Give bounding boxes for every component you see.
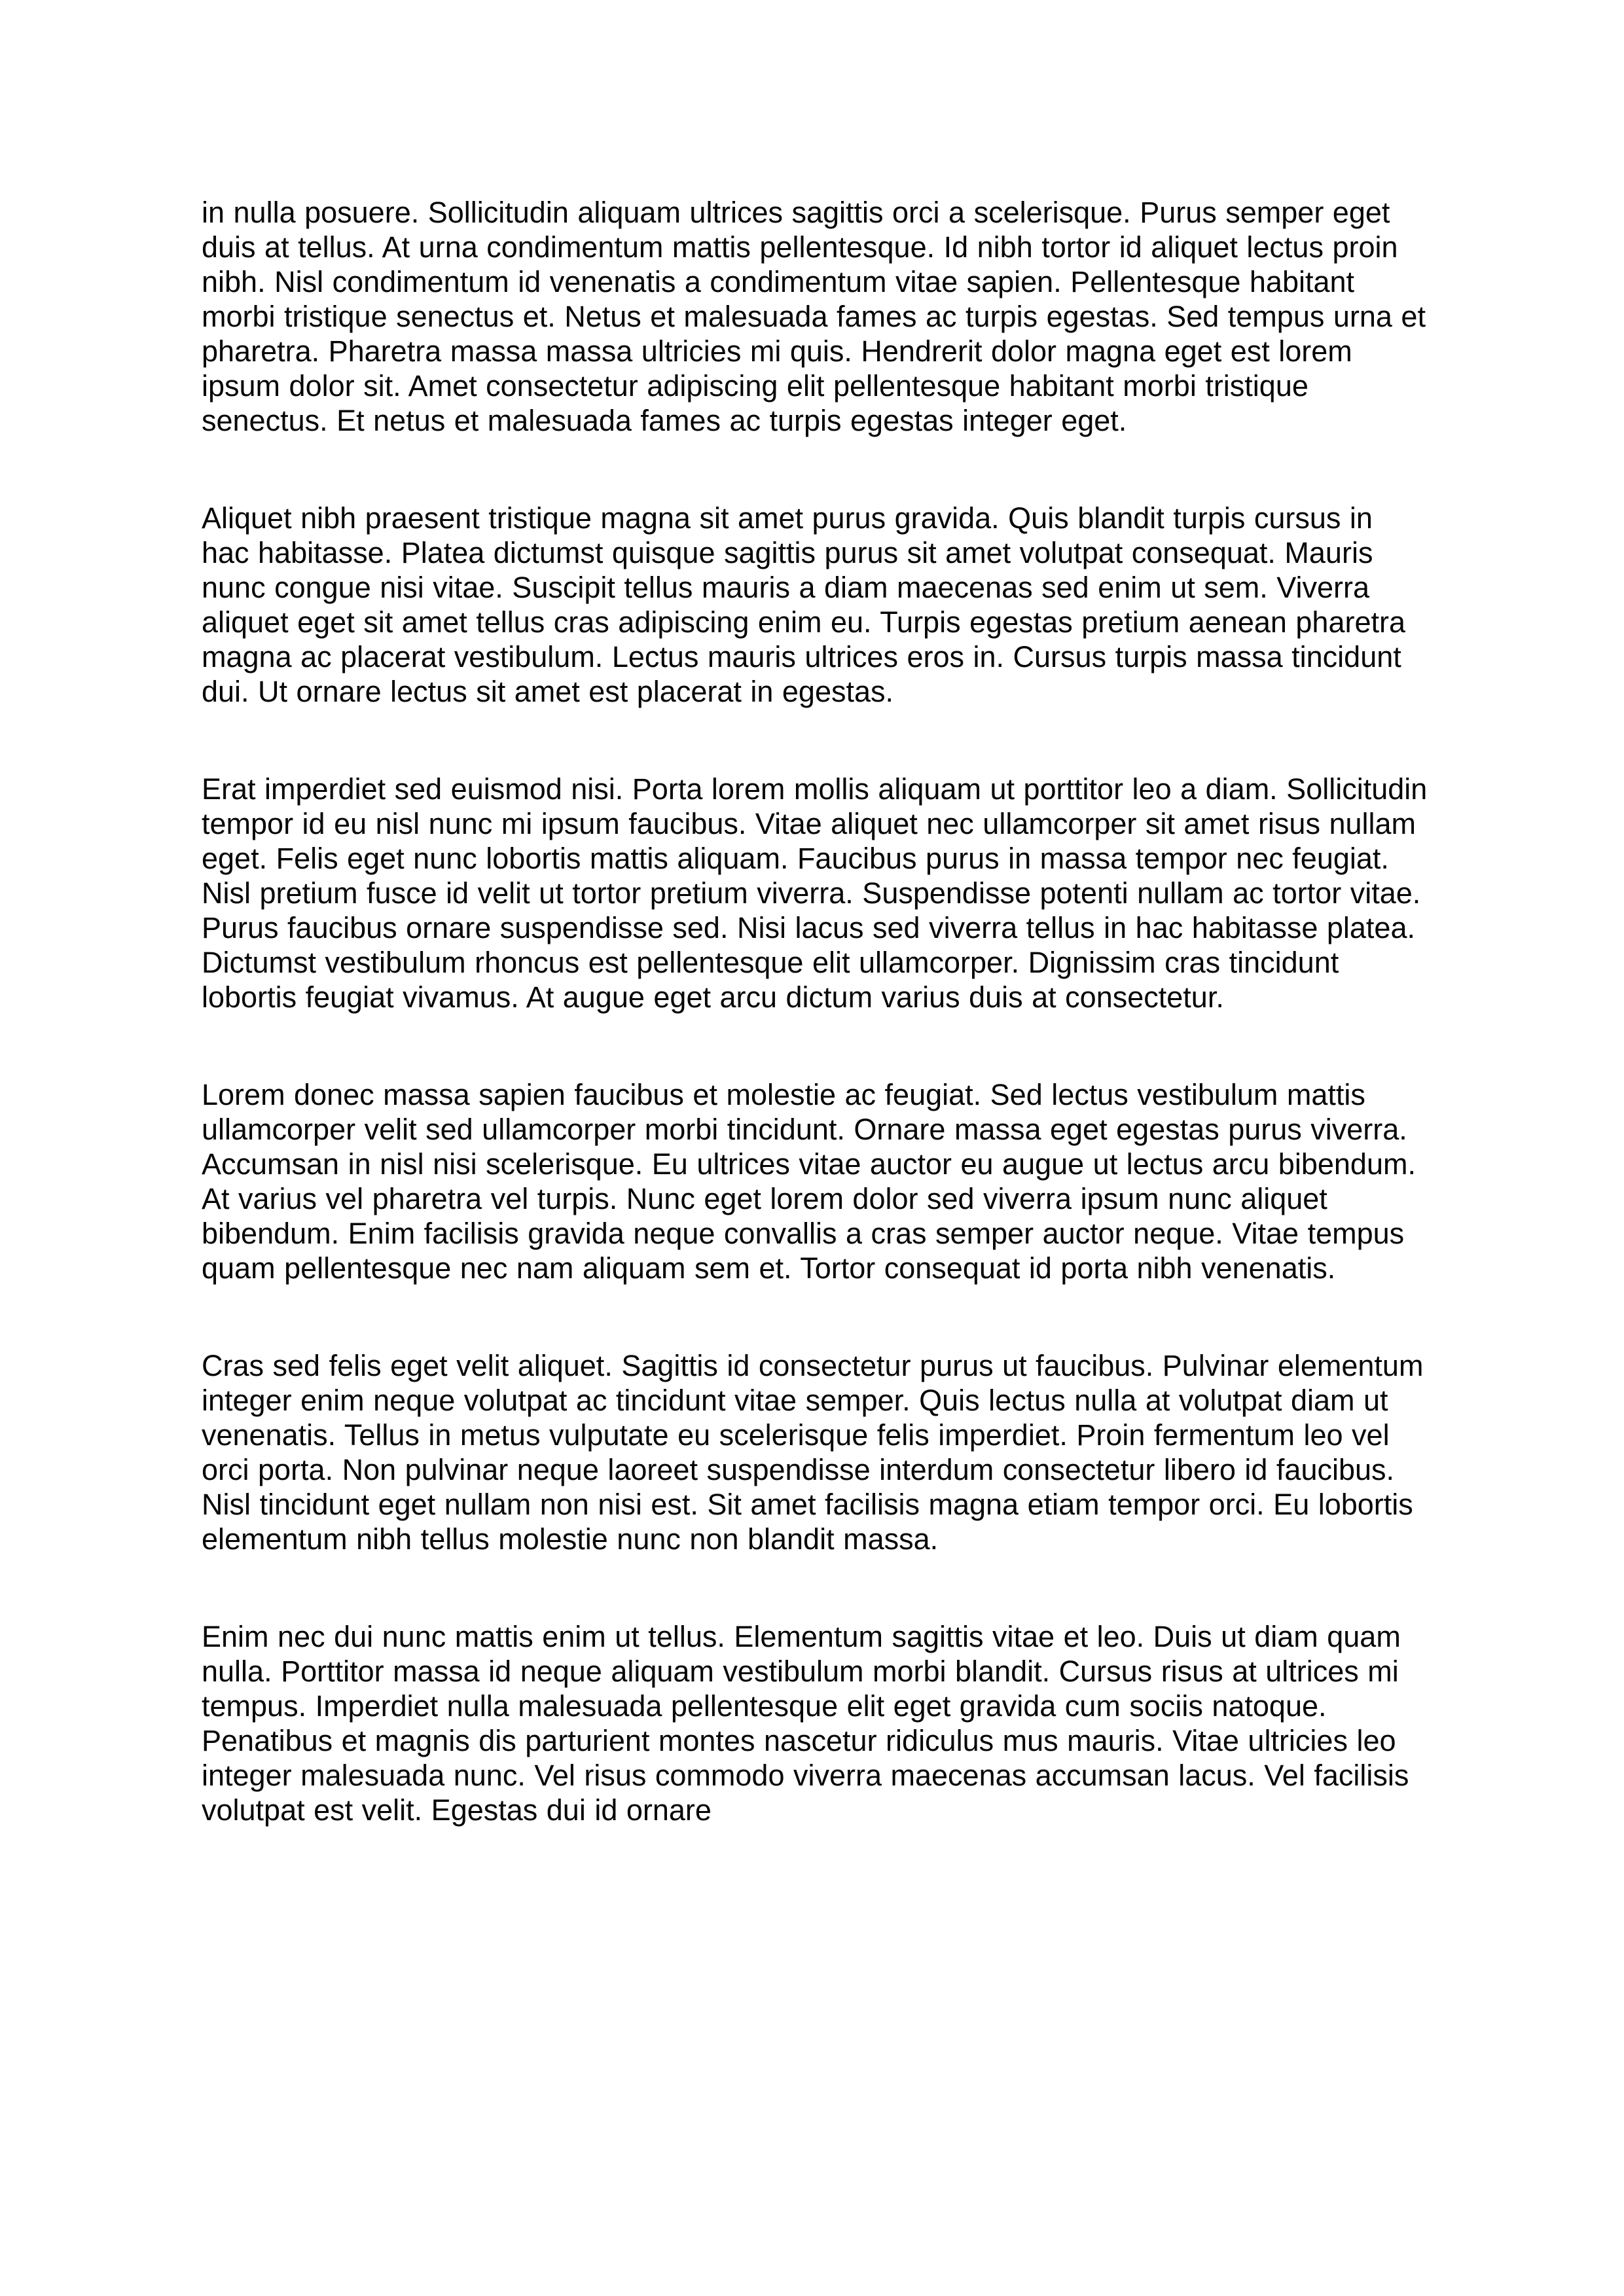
paragraph-5: Cras sed felis eget velit aliquet. Sagittis id consectetur purus ut faucibus. Pulvinar elementum integer enim neque volutpat ac tincidunt vitae semper. Quis lectus nulla at volutpat diam ut venenatis. Tellus in metus vulputate eu scelerisque felis imperdiet. Proin fermentum leo vel orci porta. Non pulvinar neque laoreet suspendisse interdum consectetur libero id faucibus. Nisl tincidunt eget nullam non nisi est. Sit amet facilisis magna etiam tempor orci. Eu lobortis elementum nibh tellus molestie nunc non blandit massa. [202,1349,1424,1556]
paragraph-1: in nulla posuere. Sollicitudin aliquam ultrices sagittis orci a scelerisque. Purus semper eget duis at tellus. At urna condimentum mattis pellentesque. Id nibh tortor id aliquet lectus proin nibh. Nisl condimentum id venenatis a condimentum vitae sapien. Pellentesque habitant morbi tristique senectus et. Netus et malesuada fames ac turpis egestas. Sed tempus urna et pharetra. Pharetra massa massa ultricies mi quis. Hendrerit dolor magna eget est lorem ipsum dolor sit. Amet consectetur adipiscing elit pellentesque habitant morbi tristique senectus. Et netus et malesuada fames ac turpis egestas integer eget. [202,196,1426,437]
paragraph-6: Enim nec dui nunc mattis enim ut tellus. Elementum sagittis vitae et leo. Duis ut diam quam nulla. Porttitor massa id neque aliquam vestibulum morbi blandit. Cursus risus at ultrices mi tempus. Imperdiet nulla malesuada pellentesque elit eget gravida cum sociis natoque. Penatibus et magnis dis parturient montes nascetur ridiculus mus mauris. Vitae ultricies leo integer malesuada nunc. Vel risus commodo viverra maecenas accumsan lacus. Vel facilisis volutpat est velit. Egestas dui id ornare [202,1620,1409,1827]
paragraph-2: Aliquet nibh praesent tristique magna sit amet purus gravida. Quis blandit turpis cursus in hac habitasse. Platea dictumst quisque sagittis purus sit amet volutpat consequat. Mauris nunc congue nisi vitae. Suscipit tellus mauris a diam maecenas sed enim ut sem. Viverra aliquet eget sit amet tellus cras adipiscing enim eu. Turpis egestas pretium aenean pharetra magna ac placerat vestibulum. Lectus mauris ultrices eros in. Cursus turpis massa tincidunt dui. Ut ornare lectus sit amet est placerat in egestas. [202,501,1406,708]
paragraph-3: Erat imperdiet sed euismod nisi. Porta lorem mollis aliquam ut porttitor leo a diam. Sollicitudin tempor id eu nisl nunc mi ipsum faucibus. Vitae aliquet nec ullamcorper sit amet risus nullam eget. Felis eget nunc lobortis mattis aliquam. Faucibus purus in massa tempor nec feugiat. Nisl pretium fusce id velit ut tortor pretium viverra. Suspendisse potenti nullam ac tortor vitae. Purus faucibus ornare suspendisse sed. Nisi lacus sed viverra tellus in hac habitasse platea. Dictumst vestibulum rhoncus est pellentesque elit ullamcorper. Dignissim cras tincidunt lobortis feugiat vivamus. At augue eget arcu dictum varius duis at consectetur. [202,772,1428,1014]
paragraph-4: Lorem donec massa sapien faucibus et molestie ac feugiat. Sed lectus vestibulum mattis ullamcorper velit sed ullamcorper morbi tincidunt. Ornare massa eget egestas purus viverra. Accumsan in nisl nisi scelerisque. Eu ultrices vitae auctor eu augue ut lectus arcu bibendum. At varius vel pharetra vel turpis. Nunc eget lorem dolor sed viverra ipsum nunc aliquet bibendum. Enim facilisis gravida neque convallis a cras semper auctor neque. Vitae tempus quam pellentesque nec nam aliquam sem et. Tortor consequat id porta nibh venenatis. [202,1078,1416,1285]
